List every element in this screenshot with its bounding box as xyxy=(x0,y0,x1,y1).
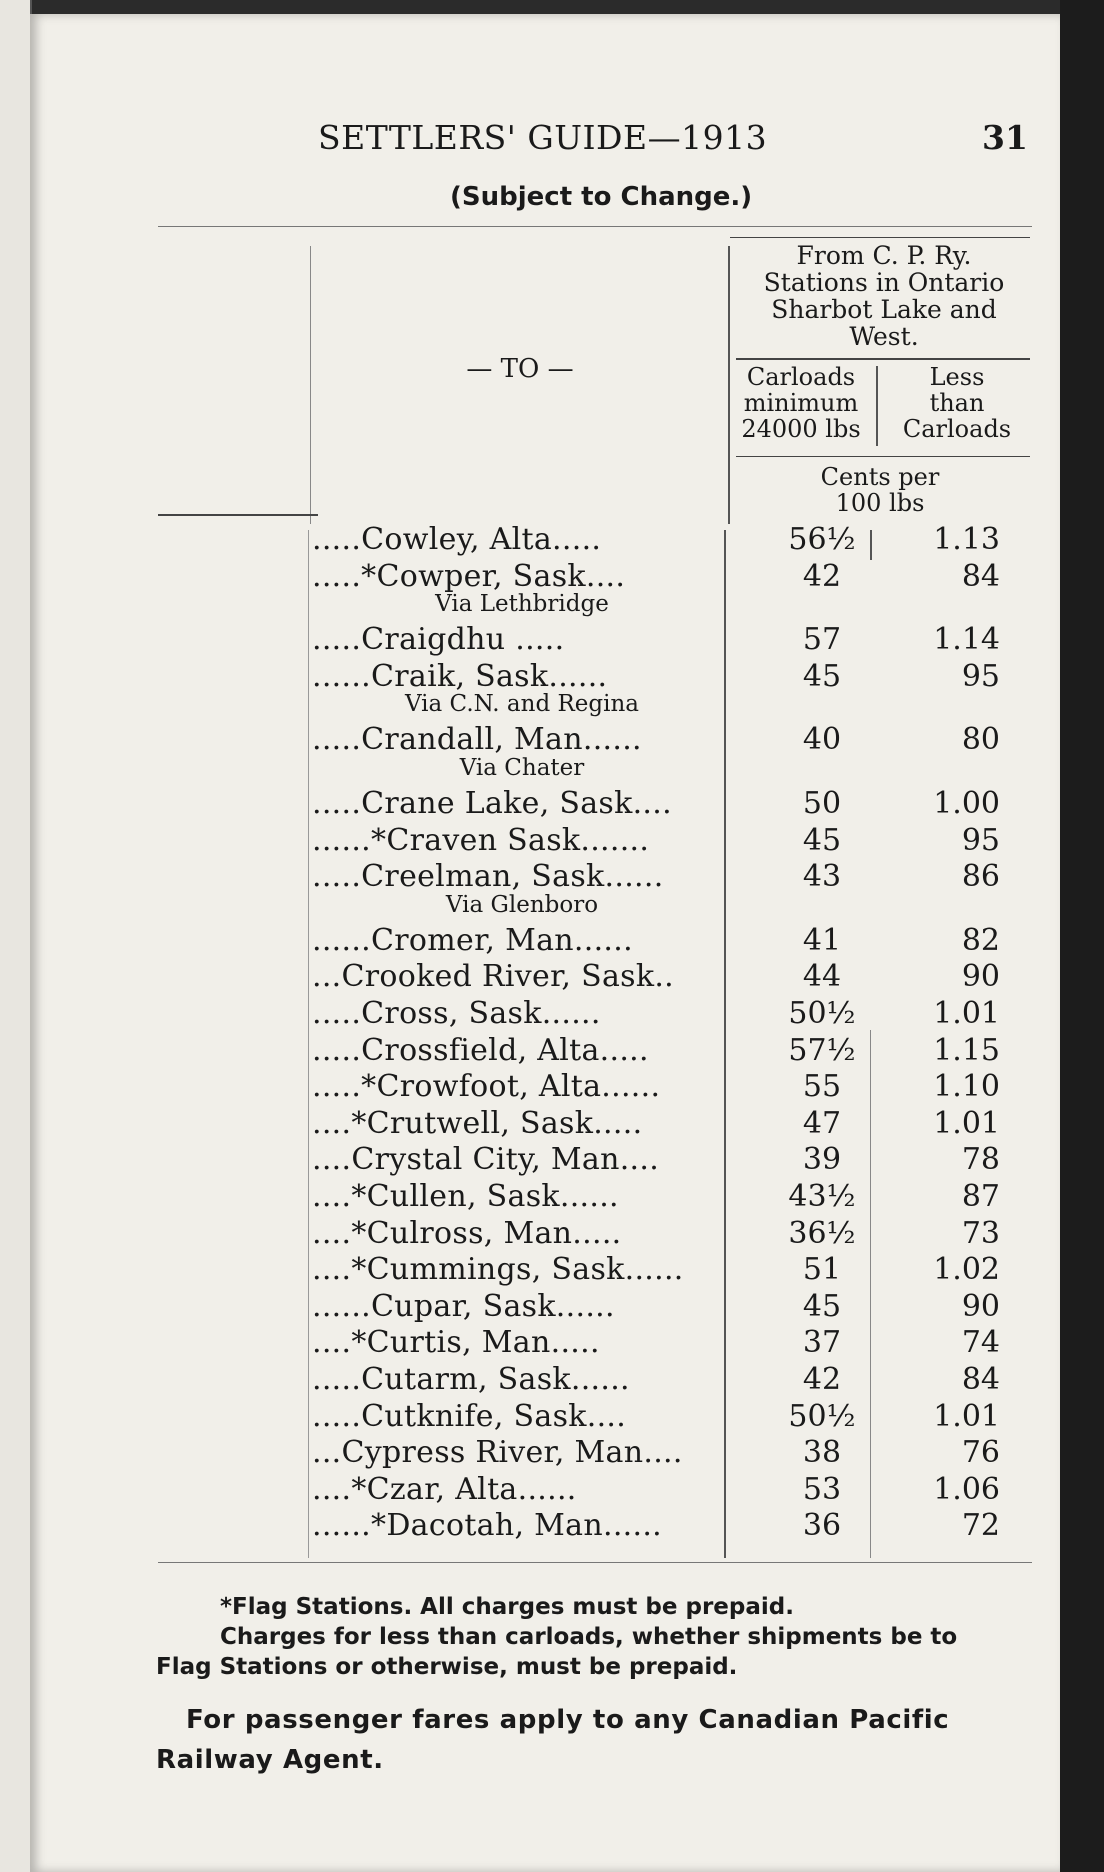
footnote-less-1: Charges for less than carloads, whether shipments be to xyxy=(220,1624,958,1650)
carload-rate-cell: 36 xyxy=(802,1508,842,1544)
page-title: SETTLERS' GUIDE—1913 xyxy=(318,118,768,157)
carload-rate-cell: 41 xyxy=(802,922,842,958)
carload-rate-cell: 42 xyxy=(802,1362,842,1397)
via-note: Via Lethbridge xyxy=(435,591,609,618)
table-row xyxy=(312,923,1012,959)
carload-rate-cell: 55 xyxy=(802,1069,842,1105)
from-line-1: From C. P. Ry. xyxy=(796,241,972,270)
table-row xyxy=(312,1325,1012,1361)
carload-rate-cell: 45 xyxy=(802,658,842,694)
via-note: Via C.N. and Regina xyxy=(404,691,640,718)
table-row xyxy=(312,1289,1012,1325)
carload-rate-cell: 43½ xyxy=(788,1179,856,1214)
destination-cell: ......*Craven Sask....... xyxy=(312,822,650,858)
less-than-carload-rate-cell: 90 xyxy=(961,1288,1000,1324)
less-than-carload-rate-cell: 1.02 xyxy=(933,1252,1000,1288)
table-row xyxy=(312,1508,1012,1544)
carload-rate-cell: 57½ xyxy=(788,1032,856,1068)
less-than-carload-rate-cell: 80 xyxy=(961,722,1000,758)
less-than-carload-rate-cell: 74 xyxy=(961,1325,1000,1361)
unit-top-rule xyxy=(736,456,1030,457)
destination-cell: .....Crane Lake, Sask.... xyxy=(312,786,672,821)
carload-rate-cell: 50 xyxy=(802,786,842,821)
destination-cell: .....Cowley, Alta..... xyxy=(312,522,602,557)
carload-rate-cell: 39 xyxy=(802,1142,842,1178)
destination-cell: .....Creelman, Sask...... xyxy=(312,859,664,895)
page-number: 31 xyxy=(982,118,1028,157)
destination-cell: ......Cupar, Sask...... xyxy=(312,1288,615,1324)
destination-cell: .....Crossfield, Alta..... xyxy=(312,1032,649,1068)
carload-rate-cell: 50½ xyxy=(788,996,856,1031)
table-bottom-rule xyxy=(158,1562,1032,1563)
top-rule xyxy=(158,226,1032,227)
carload-rate-cell: 38 xyxy=(802,1435,842,1471)
destination-cell: ......Cromer, Man...... xyxy=(312,922,633,958)
less-than-carload-rate-cell: 78 xyxy=(961,1142,1000,1178)
destination-cell: ...Crooked River, Sask.. xyxy=(312,959,674,995)
via-note: Via Chater xyxy=(459,755,585,781)
rows-left-line xyxy=(308,530,309,1558)
less-line-2: than xyxy=(929,389,985,417)
destination-cell: ....*Curtis, Man..... xyxy=(312,1325,600,1361)
destination-cell: .....Craigdhu ..... xyxy=(312,622,565,658)
unit-line-2: 100 lbs xyxy=(835,489,925,517)
table-row xyxy=(312,823,1012,859)
table-row xyxy=(312,622,1012,658)
table-row xyxy=(312,996,1012,1032)
carload-rate-cell: 40 xyxy=(802,722,842,758)
header-bottom-rule-left xyxy=(158,514,318,516)
via-note: Via Glenboro xyxy=(445,891,599,918)
less-than-carload-rate-cell: 1.01 xyxy=(933,996,1000,1031)
less-than-carload-rate-cell: 73 xyxy=(961,1215,1000,1251)
table-row xyxy=(312,522,1012,558)
footnote-flag: *Flag Stations. All charges must be prepaid. xyxy=(220,1594,794,1620)
book-spine xyxy=(0,0,32,1872)
carload-rate-cell: 45 xyxy=(802,822,842,858)
table-row xyxy=(312,1142,1012,1178)
less-than-carload-rate-cell: 84 xyxy=(961,1362,1000,1397)
less-than-carload-rate-cell: 95 xyxy=(961,658,1000,694)
table-row xyxy=(312,1435,1012,1471)
less-than-carload-rate-cell: 76 xyxy=(961,1435,1000,1471)
carload-rate-cell: 47 xyxy=(802,1105,842,1141)
table-row xyxy=(312,1399,1012,1435)
from-label xyxy=(734,242,1034,350)
table-row xyxy=(312,1362,1012,1398)
less-than-carload-rate-cell: 86 xyxy=(961,859,1000,895)
carload-rate-cell: 42 xyxy=(802,558,842,594)
carloads-label xyxy=(730,364,872,442)
table-row xyxy=(312,1033,1012,1069)
less-than-carload-rate-cell: 1.06 xyxy=(933,1471,1000,1507)
unit-line-1: Cents per xyxy=(820,463,940,491)
table-row xyxy=(312,1252,1012,1288)
destination-cell: .....*Crowfoot, Alta...... xyxy=(312,1069,661,1105)
less-than-carload-rate-cell: 1.01 xyxy=(933,1105,1000,1141)
destination-cell: ....*Cullen, Sask...... xyxy=(312,1179,619,1214)
less-than-carload-rate-cell: 90 xyxy=(961,959,1000,995)
carload-rate-cell: 36½ xyxy=(788,1215,856,1251)
destination-cell: .....Cross, Sask...... xyxy=(312,996,601,1031)
less-than-carload-rate-cell: 1.13 xyxy=(933,522,1000,557)
less-than-carload-rate-cell: 84 xyxy=(961,558,1000,594)
less-than-carload-rate-cell: 1.00 xyxy=(933,786,1000,821)
carload-rate-cell: 43 xyxy=(802,859,842,895)
table-row xyxy=(312,859,1012,895)
table-row xyxy=(312,1472,1012,1508)
table-row xyxy=(312,1069,1012,1105)
less-than-carload-rate-cell: 1.14 xyxy=(933,622,1000,658)
table-row xyxy=(312,959,1012,995)
carload-rate-cell: 51 xyxy=(802,1252,842,1288)
table-row xyxy=(312,1106,1012,1142)
destination-cell: ....*Cummings, Sask...... xyxy=(312,1252,684,1288)
less-line-1: Less xyxy=(929,363,985,391)
less-label xyxy=(880,364,1034,442)
table-row xyxy=(312,659,1012,695)
destination-cell: .....*Cowper, Sask.... xyxy=(312,558,626,594)
destination-cell: .....Cutknife, Sask.... xyxy=(312,1398,627,1434)
destination-cell: ....*Czar, Alta...... xyxy=(312,1471,577,1507)
footnote-less-2: Flag Stations or otherwise, must be prepaid. xyxy=(156,1654,738,1680)
document-page xyxy=(30,14,1060,1872)
carload-rate-cell: 45 xyxy=(802,1288,842,1324)
less-than-carload-rate-cell: 1.10 xyxy=(933,1069,1000,1105)
to-label: — TO — xyxy=(466,354,574,384)
less-than-carload-rate-cell: 82 xyxy=(961,922,1000,958)
less-than-carload-rate-cell: 95 xyxy=(961,822,1000,858)
carload-rate-cell: 53 xyxy=(802,1471,842,1507)
destination-cell: .....Cutarm, Sask...... xyxy=(312,1362,630,1397)
less-than-carload-rate-cell: 87 xyxy=(961,1179,1000,1214)
destination-cell: ...Cypress River, Man.... xyxy=(312,1435,683,1471)
carload-rate-cell: 57 xyxy=(802,622,842,658)
destination-cell: ....*Crutwell, Sask..... xyxy=(312,1105,643,1141)
carloads-line-2: minimum xyxy=(743,389,859,417)
from-bottom-rule xyxy=(736,358,1030,360)
table-row xyxy=(312,786,1012,822)
from-line-2: Stations in Ontario xyxy=(763,268,1005,297)
carloads-divider xyxy=(876,366,878,446)
carload-rate-cell: 37 xyxy=(802,1325,842,1361)
subtitle: (Subject to Change.) xyxy=(450,182,753,212)
table-row xyxy=(312,1216,1012,1252)
destination-cell: ....Crystal City, Man.... xyxy=(312,1142,660,1178)
table-row xyxy=(312,1179,1012,1215)
carload-rate-cell: 56½ xyxy=(788,522,856,557)
carloads-line-3: 24000 lbs xyxy=(741,415,861,443)
less-than-carload-rate-cell: 1.01 xyxy=(933,1398,1000,1434)
less-than-carload-rate-cell: 72 xyxy=(961,1508,1000,1544)
less-than-carload-rate-cell: 1.15 xyxy=(933,1032,1000,1068)
destination-cell: ....*Culross, Man..... xyxy=(312,1215,622,1251)
table-row xyxy=(312,722,1012,758)
carload-rate-cell: 44 xyxy=(802,959,842,995)
carload-rate-cell: 50½ xyxy=(788,1398,856,1434)
unit-label xyxy=(730,464,1030,516)
from-line-4: West. xyxy=(849,322,919,351)
from-top-rule xyxy=(730,237,1030,238)
carloads-line-1: Carloads xyxy=(746,363,856,391)
destination-cell: ......*Dacotah, Man...... xyxy=(312,1508,662,1544)
page-edge xyxy=(1060,0,1104,1872)
destination-cell: ......Craik, Sask...... xyxy=(312,658,608,694)
to-left-line xyxy=(310,246,311,524)
from-line-3: Sharbot Lake and xyxy=(771,295,997,324)
passenger-note: For passenger fares apply to any Canadian Pacific Railway Agent. xyxy=(156,1705,950,1775)
destination-cell: .....Crandall, Man...... xyxy=(312,722,642,758)
table-row xyxy=(312,559,1012,595)
less-line-3: Carloads xyxy=(902,415,1012,443)
